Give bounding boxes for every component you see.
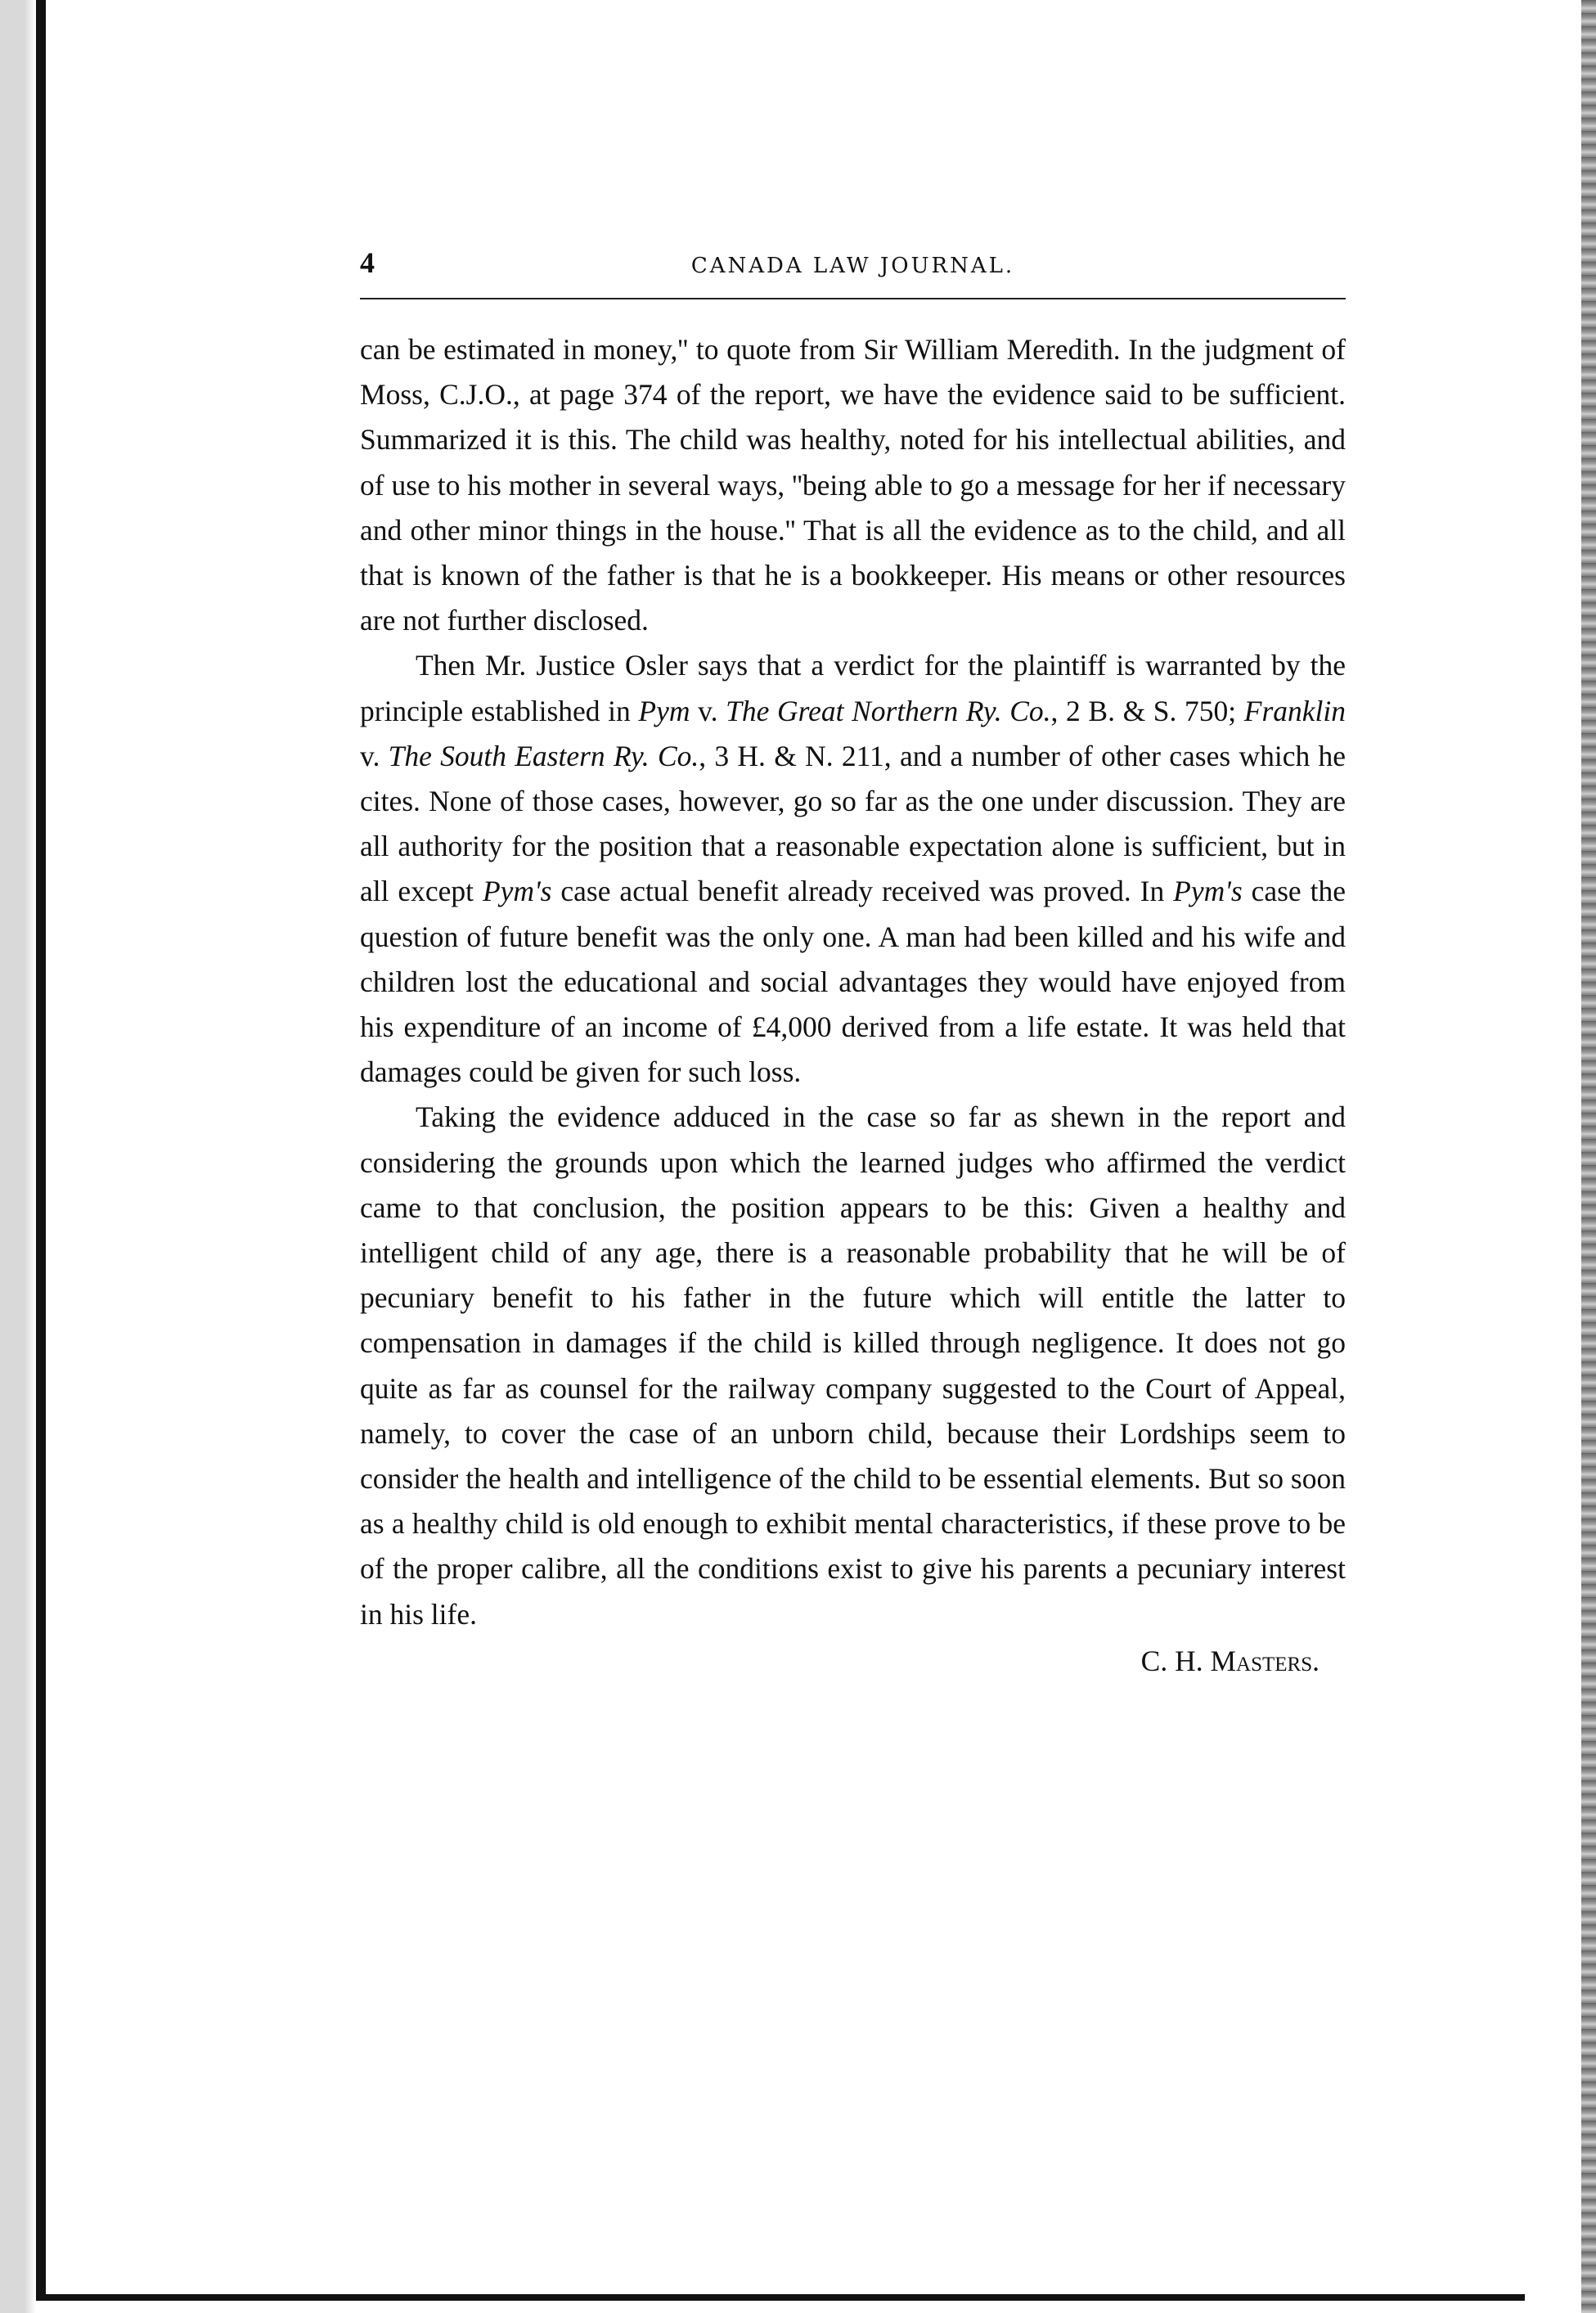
paragraph-1 (360, 327, 1346, 643)
text-segment: can be estimated in money,'' to quote from Sir William Meredith. In the judgment of Moss, C.J.O., at page 374 of the report, we have the evidence said to be sufficient. Summarized it is this. The child was healthy, noted for his intellectual abilities, and of use to his mother in several ways, ''being able to go a message for her if necessary and other minor things in the house.'' That is all the evidence as to the child, and all that is known of the father is that he is a bookkeeper. His means or other resources are not further disclosed. (360, 333, 1346, 637)
case-name-italic: Franklin (1243, 694, 1346, 727)
text-segment: v. (360, 739, 389, 772)
text-segment: case actual benefit already received was proved. In (551, 875, 1174, 908)
scan-right-edge (1581, 0, 1596, 2313)
case-name-italic: Pym's (482, 875, 552, 908)
text-segment: , 3 H. & N. 211, and a number of other cases which he cites. None of those cases, however, go so far as the one under discussion. They are all authority for the position that a reasonable expectation alone is sufficient, but in all except (360, 739, 1346, 908)
case-name-italic: The Great Northern Ry. Co. (726, 694, 1051, 727)
running-head (360, 245, 1346, 299)
case-name-italic: Pym's (1173, 875, 1243, 908)
text-segment: Then Mr. Justice Osler says that a verdict for the plaintiff is warranted by the principle established in (360, 649, 1346, 727)
text-segment: case the question of future benefit was the only one. A man had been killed and his wife and children lost the educational and social advantages they would have enjoyed from his expenditure of an income of £4,000 derived from a life estate. It was held that damages could be given for such loss. (360, 875, 1346, 1089)
page-number: 4 (360, 246, 375, 279)
text-segment: Taking the evidence adduced in the case so far as shewn in the report and considering the grounds upon which the learned judges who affirmed the verdict came to that conclusion, the position appears to be this: Given a healthy and intelligent child of any age, there is a reasonable probability that he will be of pecuniary benefit to his father in the future which will entitle the latter to compensation in damages if the child is killed through negligence. It does not go quite as far as counsel for the railway company suggested to the Court of Appeal, namely, to cover the case of an unborn child, because their Lordships seem to consider the health and intelligence of the child to be essential elements. But so soon as a healthy child is old enough to exhibit mental characteristics, if these prove to be of the proper calibre, all the conditions exist to give his parents a pecuniary interest in his life. (360, 1100, 1346, 1631)
text-segment: , 2 B. & S. 750; (1050, 694, 1244, 727)
journal-page (360, 245, 1346, 1684)
author-signature: C. H. Masters. (1140, 1644, 1320, 1677)
journal-title: CANADA LAW JOURNAL. (690, 254, 1015, 278)
scan-left-margin (0, 0, 36, 2313)
case-name-italic: Pym (638, 694, 690, 727)
case-name-italic: The South Eastern Ry. Co. (388, 739, 699, 772)
article-body (360, 327, 1346, 1637)
text-segment: v. (690, 694, 726, 727)
paragraph-2 (360, 643, 1346, 1095)
paragraph-3 (360, 1095, 1346, 1636)
